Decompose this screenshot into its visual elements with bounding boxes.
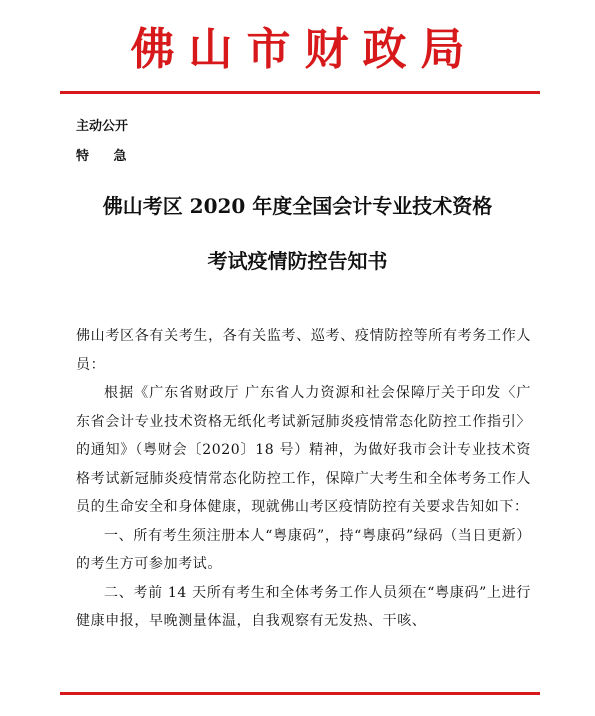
- document-body: [76, 322, 531, 636]
- letterhead-title: 佛山市财政局: [130, 24, 479, 75]
- document-title-line-1: 佛山考区 2020 年度全国会计专业技术资格: [102, 194, 493, 218]
- paragraph-basis: 根据《广东省财政厅 广东省人力资源和社会保障厅关于印发〈广东省会计专业技术资格无纸化考试新冠肺炎疫情常态化防控工作指引〉的通知》（粤财会〔2020〕18 号）精神，为做好我市会计专业技术资格考试新冠肺炎疫情常态化防控工作，保障广大考生和全体考务工作人员的生命安全和身体健康，现就佛山考区疫情防控有关要求告知如下：: [76, 385, 531, 515]
- urgency-label: 特 急: [76, 149, 137, 164]
- disclosure-label: 主动公开: [76, 119, 129, 134]
- document-title-line-2: 考试疫情防控告知书: [207, 249, 388, 273]
- letterhead-red-rule: [60, 91, 540, 94]
- paragraph-item-2: 二、考前 14 天所有考生和全体考务工作人员须在“粤康码”上进行健康申报，早晚测量体温，自我观察有无发热、干咳、: [76, 584, 531, 629]
- salutation: 佛山考区各有关考生，各有关监考、巡考、疫情防控等所有考务工作人员：: [76, 328, 531, 373]
- footer-red-rule: [60, 692, 540, 695]
- paragraph-item-1: 一、所有考生须注册本人“粤康码”，持“粤康码”绿码（当日更新）的考生方可参加考试。: [76, 527, 531, 572]
